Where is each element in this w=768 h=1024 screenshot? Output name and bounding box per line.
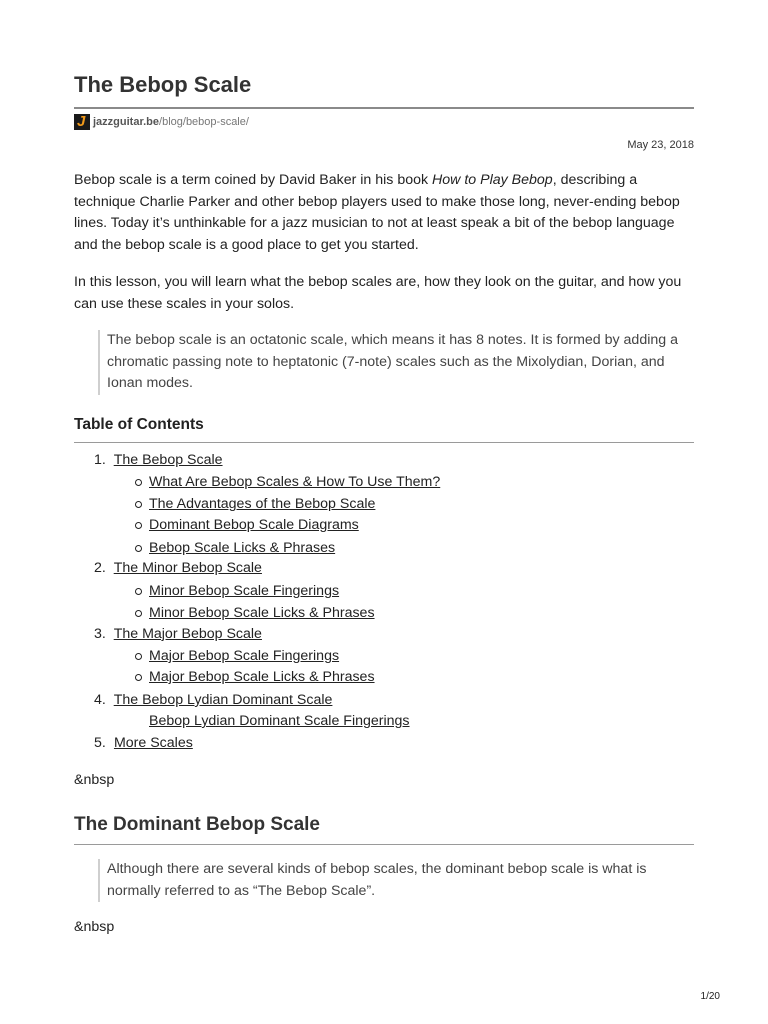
toc-link-what-are-bebop-scales[interactable]: What Are Bebop Scales & How To Use Them? bbox=[149, 474, 441, 490]
toc-divider bbox=[74, 442, 694, 443]
publish-date: May 23, 2018 bbox=[627, 139, 694, 151]
section-heading: The Dominant Bebop Scale bbox=[74, 814, 320, 835]
toc-subitem[interactable] bbox=[149, 646, 339, 666]
toc-item-5[interactable] bbox=[94, 733, 193, 753]
toc-item-2[interactable] bbox=[94, 558, 262, 578]
intro-text-start: Bebop scale is a term coined by David Baker in his book bbox=[74, 172, 433, 188]
toc-link-minor-licks[interactable]: Minor Bebop Scale Licks & Phrases bbox=[149, 605, 375, 621]
circle-bullet-icon bbox=[135, 501, 142, 508]
toc-item-4[interactable] bbox=[94, 690, 332, 710]
logo-letter: J bbox=[77, 113, 86, 130]
source-path[interactable]: /blog/bebop-scale/ bbox=[159, 116, 249, 128]
circle-bullet-icon bbox=[135, 674, 142, 681]
jazzguitar-logo-icon bbox=[74, 114, 90, 130]
circle-bullet-icon bbox=[135, 653, 142, 660]
circle-bullet-icon bbox=[135, 610, 142, 617]
page-number: 1/20 bbox=[700, 991, 720, 1002]
toc-subitem[interactable] bbox=[149, 494, 375, 514]
toc-link-minor-bebop-scale[interactable]: The Minor Bebop Scale bbox=[113, 560, 262, 576]
toc-number: 3. bbox=[94, 626, 106, 642]
toc-item-1[interactable] bbox=[94, 450, 223, 470]
toc-link-major-fingerings[interactable]: Major Bebop Scale Fingerings bbox=[149, 648, 340, 664]
toc-number: 2. bbox=[94, 560, 106, 576]
toc-link-lydian-dominant[interactable]: The Bebop Lydian Dominant Scale bbox=[113, 692, 333, 708]
book-title: How to Play Bebop bbox=[432, 172, 553, 188]
circle-bullet-icon bbox=[135, 588, 142, 595]
toc-link-licks-phrases[interactable]: Bebop Scale Licks & Phrases bbox=[149, 540, 336, 556]
toc-link-dominant-diagrams[interactable]: Dominant Bebop Scale Diagrams bbox=[149, 517, 359, 533]
toc-link-major-licks[interactable]: Major Bebop Scale Licks & Phrases bbox=[149, 669, 375, 685]
toc-subitem[interactable] bbox=[149, 711, 410, 731]
toc-item-3[interactable] bbox=[94, 624, 262, 644]
lesson-paragraph: In this lesson, you will learn what the bebop scales are, how they look on the guitar, and how you can use these scales in your solos. bbox=[74, 274, 682, 312]
toc-link-advantages[interactable]: The Advantages of the Bebop Scale bbox=[149, 496, 376, 512]
toc-subitem[interactable] bbox=[149, 515, 359, 535]
toc-subitem[interactable] bbox=[149, 538, 335, 558]
circle-bullet-icon bbox=[135, 479, 142, 486]
toc-heading: Table of Contents bbox=[74, 416, 204, 433]
intro-paragraph bbox=[74, 170, 694, 256]
circle-bullet-icon bbox=[135, 545, 142, 552]
toc-subitem[interactable] bbox=[149, 472, 440, 492]
toc-number: 1. bbox=[94, 452, 106, 468]
circle-bullet-icon bbox=[135, 522, 142, 529]
stray-entity-text: &nbsp bbox=[74, 772, 115, 788]
toc-subitem[interactable] bbox=[149, 603, 375, 623]
toc-link-minor-fingerings[interactable]: Minor Bebop Scale Fingerings bbox=[149, 583, 340, 599]
intro-text-end: , describing a technique Charlie Parker and other bebop players used to make those long, never-ending bebop lines. Today it’s unthinkable for a jazz musician to not at least speak a bit of the bebop language and the bebop scale is a good place to get you started. bbox=[74, 172, 680, 253]
stray-entity-text: &nbsp bbox=[74, 919, 115, 935]
toc-number: 4. bbox=[94, 692, 106, 708]
section-blockquote: Although there are several kinds of bebop scales, the dominant bebop scale is what is normally referred to as “The Bebop Scale”. bbox=[98, 859, 697, 902]
source-link[interactable] bbox=[74, 113, 249, 131]
toc-link-more-scales[interactable]: More Scales bbox=[113, 735, 193, 751]
toc-number: 5. bbox=[94, 735, 106, 751]
toc-subitem[interactable] bbox=[149, 667, 375, 687]
source-domain[interactable]: jazzguitar.be bbox=[93, 116, 160, 128]
toc-link-the-bebop-scale[interactable]: The Bebop Scale bbox=[113, 452, 223, 468]
title-divider bbox=[74, 107, 694, 109]
toc-link-lydian-fingerings[interactable]: Bebop Lydian Dominant Scale Fingerings bbox=[149, 713, 410, 729]
page-title: The Bebop Scale bbox=[74, 72, 252, 97]
toc-link-major-bebop-scale[interactable]: The Major Bebop Scale bbox=[113, 626, 262, 642]
toc-subitem[interactable] bbox=[149, 581, 339, 601]
definition-blockquote: The bebop scale is an octatonic scale, which means it has 8 notes. It is formed by adding a chromatic passing note to heptatonic (7-note) scales such as the Mixolydian, Dorian, and Ionan modes. bbox=[98, 330, 697, 395]
section-divider bbox=[74, 844, 694, 845]
